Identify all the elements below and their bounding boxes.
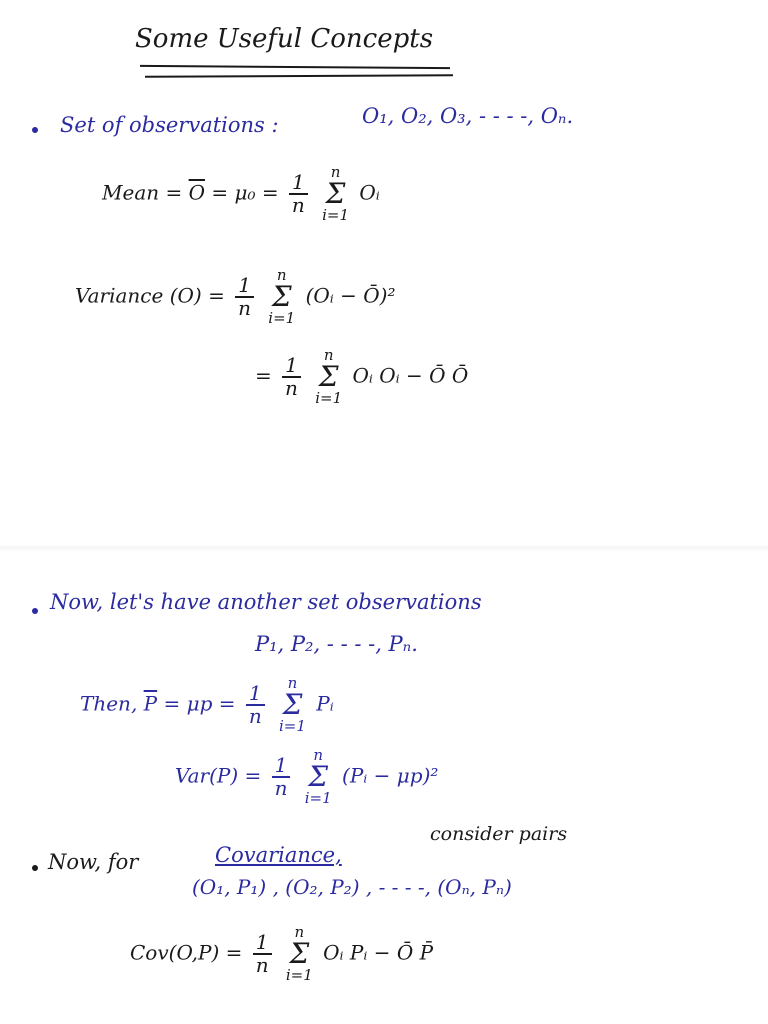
equals-sign: = [218,691,236,716]
sigma-icon: Σ [282,688,303,721]
summation-lower: i=1 [285,966,313,984]
summation-upper: n [313,746,324,764]
fraction-denominator: n [248,704,262,728]
p-mean-term: Pᵢ [316,691,334,716]
summation-symbol [305,748,332,806]
one-over-n-fraction [235,275,254,319]
summation-upper: n [276,266,287,284]
fraction-numerator: 1 [289,172,308,195]
fraction-denominator: n [291,193,305,217]
cov-term: Oᵢ Pᵢ − Ō P̄ [323,940,434,965]
summation-upper: n [294,923,305,941]
one-over-n-fraction [282,355,301,399]
mean-label: Mean [102,180,160,205]
sigma-icon: Σ [289,937,310,970]
summation-upper: n [323,346,334,364]
one-over-n-fraction [253,932,272,976]
p-bar-symbol: $\overline{P}$ [143,691,158,716]
equals-sign: = [165,180,183,205]
mean-equation [102,165,380,223]
equals-sign: = [244,763,262,788]
fraction-numerator: 1 [272,755,291,778]
summation-upper: n [287,674,298,692]
fraction-numerator: 1 [282,355,301,378]
title-underline [140,65,450,69]
variance-term: (Oᵢ − Ō)² [305,283,396,308]
variance-expanded-term: Oᵢ Oᵢ − Ō Ō [352,363,469,388]
sigma-icon: Σ [325,177,346,210]
section3-heading: Now, for [48,850,139,874]
equals-sign: = [261,180,279,205]
summation-symbol [322,165,349,223]
title-underline-second [145,74,453,78]
variance-label: Variance (O) [75,283,202,308]
equals-sign: = [255,363,272,388]
equals-sign: = [225,940,243,965]
variance-equation [75,268,395,326]
fraction-numerator: 1 [235,275,254,298]
fraction-numerator: 1 [253,932,272,955]
cov-label: Cov(O,P) [130,940,220,965]
fraction-numerator: 1 [246,683,265,706]
mu-p-symbol: μp [186,691,213,716]
one-over-n-fraction [246,683,265,727]
one-over-n-fraction [272,755,291,799]
covariance-word: Covariance, [215,843,342,867]
section2-heading: Now, let's have another set observations [50,590,482,614]
mu-o-symbol: μ₀ [234,180,256,205]
p-variance-term: (Pᵢ − μp)² [342,763,439,788]
summation-lower: i=1 [322,206,350,224]
fraction-denominator: n [285,376,298,400]
p-mean-equation [80,676,334,734]
summation-symbol [268,268,295,326]
section2-observations: P₁, P₂, - - - -, Pₙ. [255,632,418,656]
p-variance-equation [175,748,438,806]
section1-observations: O₁, O₂, O₃, - - - -, Oₙ. [362,104,574,128]
then-label: Then, [80,691,138,716]
bullet-dot [32,608,38,614]
mean-term: Oᵢ [359,180,380,205]
sigma-icon: Σ [271,280,292,313]
bullet-dot [32,865,38,871]
summation-upper: n [330,163,341,181]
var-p-label: Var(P) [175,763,239,788]
consider-pairs-text: consider pairs [430,823,568,845]
sigma-icon: Σ [308,760,329,793]
variance-equation-expanded [255,348,468,406]
summation-lower: i=1 [268,309,296,327]
equals-sign: = [208,283,225,308]
pairs-list: (O₁, P₁) , (O₂, P₂) , - - - -, (Oₙ, Pₙ) [192,875,512,899]
sigma-icon: Σ [318,360,339,393]
summation-symbol [279,676,306,734]
equals-sign: = [211,180,229,205]
summation-lower: i=1 [304,789,332,807]
o-bar-symbol: $\overline{O}$ [188,180,206,205]
bullet-dot [32,127,38,133]
summation-symbol [315,348,342,406]
section1-heading: Set of observations : [60,113,279,137]
page-title: Some Useful Concepts [135,24,434,54]
summation-lower: i=1 [279,717,306,735]
fraction-denominator: n [238,296,251,320]
summation-lower: i=1 [315,389,343,407]
summation-symbol [286,925,313,983]
one-over-n-fraction [289,172,308,216]
fraction-denominator: n [255,953,269,977]
fraction-denominator: n [274,776,288,800]
equals-sign: = [163,691,181,716]
covariance-equation [130,925,433,983]
